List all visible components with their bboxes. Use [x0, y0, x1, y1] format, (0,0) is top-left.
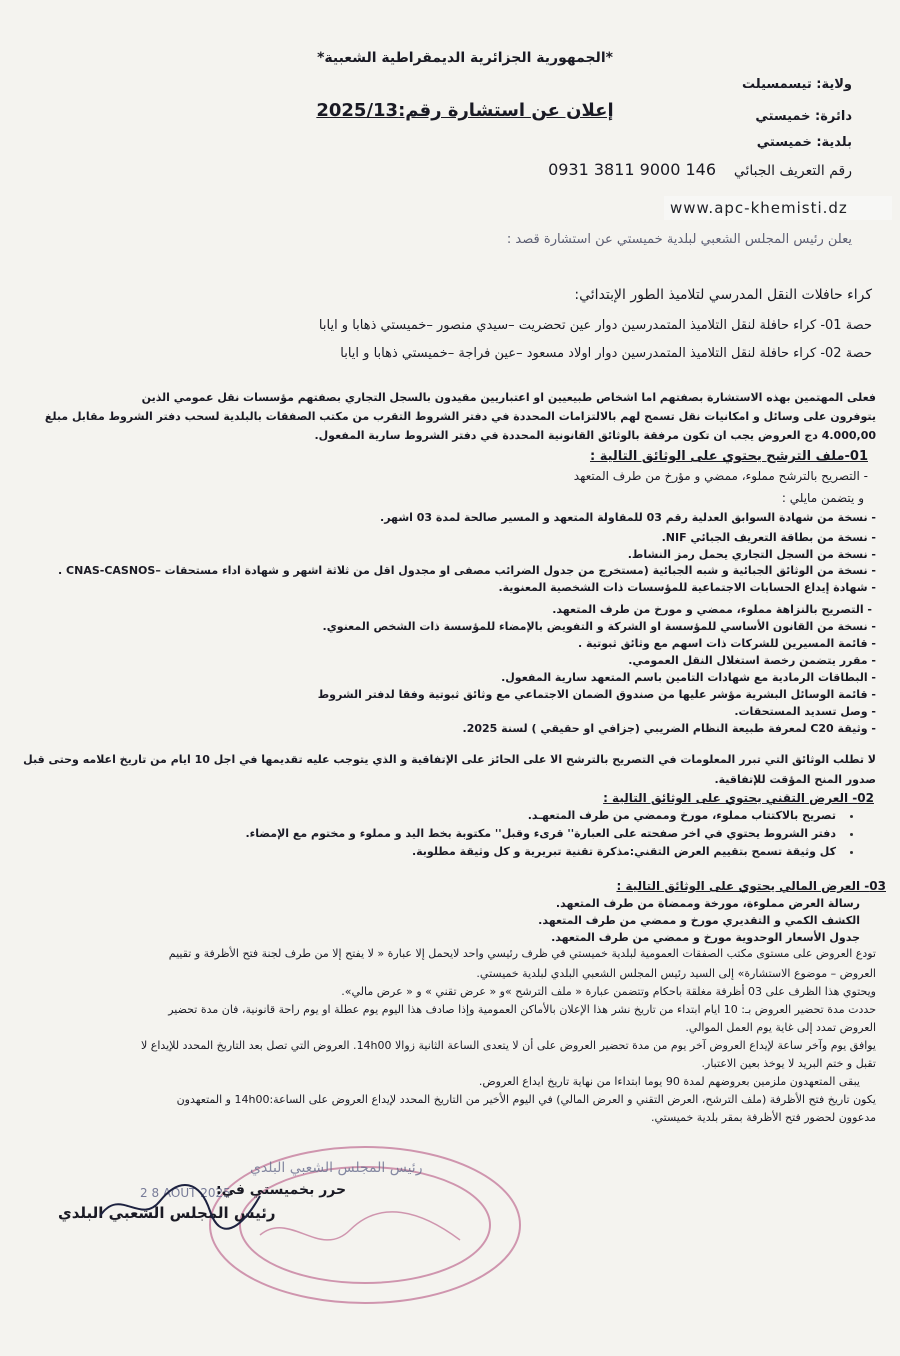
section-1-item: - مقرر يتضمن رخصة استغلال النقل العمومي.: [628, 654, 876, 667]
closing-line-4: حددت مدة تحضير العروض بـ: 10 ايام ابتداء من تاريخ نشر هذا الإعلان بالأماكن العمومية وإذا صادف هذا اليوم يوم عطلة او يوم راحة قانونية، فان مدة تحضير: [168, 1003, 876, 1016]
closing-line-8: يبقى المتعهدون ملزمين بعروضهم لمدة 90 يوما ابتداءا من نهاية تاريخ ايداع العروض.: [478, 1075, 860, 1088]
section-2-item: كل وثيقة تسمح بتقييم العرض التقني:مذكرة تقنية تبريرية و كل وثيقة مطلوبة.: [411, 845, 836, 858]
stamp-text: رئيس المجلس الشعبي البلدي: [250, 1160, 423, 1176]
section-1-item: - نسخة من بطاقة التعريف الجبائي NIF.: [661, 531, 876, 544]
section-1-item: - البطاقات الرمادية مع شهادات التامين باسم المتعهد سارية المفعول.: [501, 671, 876, 684]
section-3-heading: 03- العرض المالي يحتوي على الوثائق التالية :: [616, 879, 886, 893]
section-1-item: - شهادة إيداع الحسابات الاجتماعية للمؤسسات ذات الشخصية المعنوية.: [498, 581, 876, 594]
bullet-dot: [850, 851, 853, 854]
section-3-item: رسالة العرض مملوءة، مورخة وممضاة من طرف المتعهد.: [555, 897, 860, 910]
closing-line-2: العروض – موضوع الاستشارة» إلى السيد رئيس المجلس الشعبي البلدي لبلدية خميستي.: [476, 967, 876, 980]
baladia-label: بلدية: خميستي: [756, 135, 852, 150]
closing-line-6: يوافق يوم وآخر ساعة لإيداع العروض آخر يوم من مدة تحضير العروض على أن لا يتعدى الساعة الثانية زوالا 14h00. العروض التي تصل بعد التاريخ المحدد للإيداع لا: [140, 1039, 876, 1052]
nif-value: 0931 3811 9000 146: [548, 160, 717, 179]
bullet-dot: [850, 815, 853, 818]
closing-line-1: تودع العروض على مستوى مكتب الصفقات العمومية لبلدية خميستي في ظرف رئيسي واحد لايحمل إلا عبارة « لا يفتح إلا من طرف لجنة فتح الأظرفة و تقييم: [168, 947, 876, 960]
closing-line-5: العروض تمدد إلى غاية يوم العمل الموالي.: [685, 1021, 876, 1034]
stamp-date: 2 8 AOUT 2025: [140, 1186, 231, 1200]
section-1-item: - نسخة من الوثائق الجبائية و شبه الجبائية (مستخرج من جدول الضرائب مصفى او مجدول اقل من ثلاثة اشهر و شهادة اداء مستحقات –CNAS-CASNOS .: [58, 564, 876, 577]
section-3-item: الكشف الكمي و التقديري مورخ و ممضي من طرف المتعهد.: [538, 914, 860, 927]
nif-row: [548, 160, 852, 179]
section-2-heading: 02- العرض التقني يحتوي على الوثائق التالية :: [603, 791, 874, 805]
closing-line-3: ويحتوي هذا الظرف على 03 أظرفة مغلقة باحكام وتتضمن عبارة « ملف الترشح »و « عرض تقني » و « عرض مالي».: [341, 985, 876, 998]
paragraph-line-2: يتوفرون على وسائل و امكانيات نقل تسمح لهم بالالتزامات المحددة في دفتر الشروط التقرب من مكتب الصفقات بالبلدية لسحب دفتر الشروط مقابل مبلغ: [44, 410, 876, 423]
closing-line-10: مدعوون لحضور فتح الأظرفة بمقر بلدية خميستي.: [650, 1111, 876, 1124]
republic-heading: *الجمهورية الجزائرية الديمقراطية الشعبية*: [317, 50, 613, 66]
section-2-item: دفتر الشروط يحتوي في اخر صفحته على العبارة'' قرىء وقبل'' مكتوبة بخط اليد و مملوء و مختوم مع الإمضاء.: [245, 827, 836, 840]
website-text[interactable]: www.apc-khemisti.dz: [670, 199, 848, 217]
closing-line-7: تقبل و ختم البريد لا يوخذ بعين الاعتبار.: [701, 1057, 876, 1070]
subject-line: كراء حافلات النقل المدرسي لتلاميذ الطور الإبتدائي:: [574, 287, 872, 303]
section-1-item: - التصريح بالترشح مملوء، ممضي و مؤرخ من طرف المتعهد: [573, 469, 868, 483]
section-1-item: - نسخة من شهادة السوابق العدلية رقم 03 للمقاولة المتعهد و المسير صالحة لمدة 03 اشهر.: [380, 511, 876, 524]
intro-line: يعلن رئيس المجلس الشعبي لبلدية خميستي عن استشارة قصد :: [506, 232, 852, 247]
handwritten-signature: [90, 1176, 270, 1236]
notice-line-1: لا تطلب الوثائق التي تبرر المعلومات في التصريح بالترشح الا على الحائز على الإتفاقية و الذي يتوجب عليه تقديمها في اجل 10 ايام من تاريخ اعلامه وحتى قبل: [23, 753, 876, 766]
section-1-item: - التصريح بالنزاهة مملوء، ممضي و مورخ من طرف المتعهد.: [552, 603, 872, 616]
wilaya-label: ولاية: تيسمسيلت: [742, 77, 852, 92]
page-title: إعلان عن استشارة رقم:2025/13: [316, 100, 614, 121]
section-2-item: تصريح بالاكتتاب مملوء، مورخ وممضي من طرف المتعهـد.: [527, 809, 836, 822]
notice-line-2: صدور المنح المؤقت للإتفاقية.: [714, 773, 876, 786]
website-badge: [664, 196, 892, 220]
section-1-item: - قائمة المسيرين للشركات ذات اسهم مع وثائق ثبوتية .: [577, 637, 876, 650]
signatory-title: رئيس المجلس الشعبي البلدي: [58, 1204, 276, 1222]
section-1-item: - قائمة الوسائل البشرية مؤشر عليها من صندوق الضمان الاجتماعي مع وثائق ثبوتية وفقا لدفتر الشروط: [317, 688, 876, 701]
paragraph-line-1: فعلى المهتمين بهذه الاستشارة بصفتهم اما اشخاص طبيعيين او اعتباريين مقيدون بالسجل التجاري بصفتهم مؤسسات نقل عمومي الذين: [141, 391, 876, 404]
closing-line-9: يكون تاريخ فتح الأظرفة (ملف الترشح، العرض التقني و العرض المالي) في اليوم الأخير من التاريخ المحدد لإيداع العروض على الساعة:14h00 و المتعهدون: [176, 1093, 876, 1106]
section-1-item: - وصل تسديد المستحقات.: [734, 705, 876, 718]
section-1-item: و يتضمن مايلي :: [781, 491, 864, 505]
section-1-item: - وثيقة C20 لمعرفة طبيعة النظام الضريبي (جزافي او حقيقي ) لسنة 2025.: [462, 722, 876, 735]
daira-label: دائرة: خميستي: [755, 109, 852, 124]
lot-1: حصة 01- كراء حافلة لنقل التلاميذ المتمدرسين دوار عين تحضريت –سيدي منصور –خميستي ذهابا و ايابا: [318, 318, 872, 333]
paragraph-line-3: 4.000,00 دج العروض يجب ان تكون مرفقة بالوثائق القانونية المحددة في دفتر الشروط سارية المفعول.: [314, 429, 876, 442]
bullet-dot: [850, 833, 853, 836]
signed-at: حرر بخميستي في:: [216, 1182, 347, 1198]
section-1-item: - نسخة من القانون الأساسي للمؤسسة او الشركة و التفويض بالإمضاء للمؤسسة ذات الشخص المعنوي.: [322, 620, 876, 633]
section-1-heading: 01-ملف الترشح يحتوي على الوثائق التالية :: [590, 449, 868, 464]
section-3-item: جدول الأسعار الوحدوية مورخ و ممضي من طرف المتعهد.: [551, 931, 860, 944]
nif-label: رقم التعريف الجبائي: [733, 163, 852, 179]
section-1-item: - نسخة من السجل التجاري يحمل رمز النشاط.: [627, 548, 876, 561]
lot-2: حصة 02- كراء حافلة لنقل التلاميذ المتمدرسين دوار اولاد مسعود –عين فراجة –خميستي ذهابا و ايابا: [340, 346, 872, 361]
